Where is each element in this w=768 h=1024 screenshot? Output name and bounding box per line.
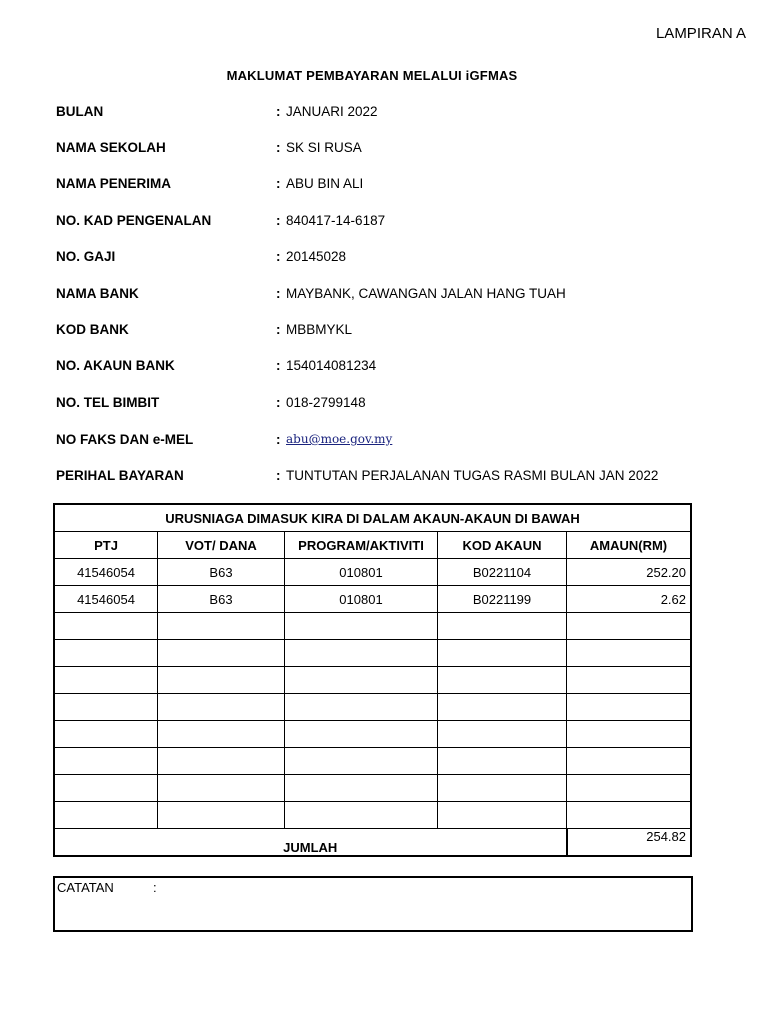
catatan-colon: : — [153, 880, 157, 895]
empty-cell — [54, 721, 158, 748]
empty-cell — [567, 613, 692, 640]
field-kod-bank-label: KOD BANK — [56, 322, 129, 337]
empty-cell — [438, 802, 567, 829]
empty-row — [54, 802, 691, 829]
lampiran-label: LAMPIRAN A — [655, 25, 746, 42]
empty-cell — [158, 802, 285, 829]
field-kod-bank-value: MBBMYKL — [286, 322, 353, 337]
empty-cell — [158, 640, 285, 667]
field-faks-emel-label: NO FAKS DAN e-MEL — [56, 432, 194, 447]
empty-row — [54, 613, 691, 640]
total-row — [54, 829, 691, 857]
field-colon: : — [276, 140, 281, 155]
field-colon: : — [276, 104, 281, 119]
empty-cell — [567, 748, 692, 775]
empty-cell — [285, 694, 438, 721]
empty-cell — [285, 775, 438, 802]
column-header-ptj: PTJ — [54, 532, 158, 559]
empty-row — [54, 775, 691, 802]
empty-cell — [285, 640, 438, 667]
jumlah-value: 254.82 — [567, 829, 692, 857]
empty-cell — [438, 775, 567, 802]
empty-cell — [438, 721, 567, 748]
field-kad-pengenalan-label: NO. KAD PENGENALAN — [56, 213, 212, 228]
field-colon: : — [276, 286, 281, 301]
field-tel-bimbit-label: NO. TEL BIMBIT — [56, 395, 160, 410]
empty-cell — [285, 667, 438, 694]
column-header-amaun: AMAUN(RM) — [567, 532, 692, 559]
jumlah-label: JUMLAH — [54, 829, 567, 857]
empty-row — [54, 721, 691, 748]
field-akaun-bank-label: NO. AKAUN BANK — [56, 358, 175, 373]
empty-cell — [438, 694, 567, 721]
empty-cell — [438, 748, 567, 775]
field-tel-bimbit-value: 018-2799148 — [286, 395, 366, 410]
field-colon: : — [276, 249, 281, 264]
empty-cell — [54, 640, 158, 667]
column-header-program: PROGRAM/AKTIVITI — [285, 532, 438, 559]
table-caption: URUSNIAGA DIMASUK KIRA DI DALAM AKAUN-AKAUN DI BAWAH — [54, 504, 691, 532]
empty-cell — [438, 640, 567, 667]
field-nama-bank-value: MAYBANK, CAWANGAN JALAN HANG TUAH — [286, 286, 566, 301]
empty-cell — [158, 721, 285, 748]
field-bulan-value: JANUARI 2022 — [286, 104, 378, 119]
empty-row — [54, 640, 691, 667]
field-colon: : — [276, 176, 281, 191]
field-colon: : — [276, 358, 281, 373]
cell-program: 010801 — [285, 559, 438, 586]
field-colon: : — [276, 213, 281, 228]
field-akaun-bank-value: 154014081234 — [286, 358, 377, 373]
table-row — [54, 586, 691, 613]
empty-cell — [567, 667, 692, 694]
table-row — [54, 559, 691, 586]
cell-kod-akaun: B0221104 — [438, 559, 567, 586]
empty-cell — [567, 640, 692, 667]
field-nama-sekolah-label: NAMA SEKOLAH — [56, 140, 166, 155]
empty-cell — [54, 694, 158, 721]
empty-cell — [438, 667, 567, 694]
catatan-box[interactable] — [53, 876, 693, 932]
empty-row — [54, 667, 691, 694]
transaction-table — [53, 503, 692, 857]
cell-program: 010801 — [285, 586, 438, 613]
cell-vot: B63 — [158, 586, 285, 613]
empty-cell — [158, 667, 285, 694]
empty-cell — [567, 721, 692, 748]
field-emel-link[interactable]: abu@moe.gov.my — [286, 432, 393, 446]
field-perihal-label: PERIHAL BAYARAN — [56, 468, 184, 483]
column-header-kod-akaun: KOD AKAUN — [438, 532, 567, 559]
form-title: MAKLUMAT PEMBAYARAN MELALUI iGFMAS — [226, 68, 518, 83]
cell-ptj: 41546054 — [54, 586, 158, 613]
empty-cell — [54, 667, 158, 694]
empty-cell — [158, 748, 285, 775]
empty-cell — [567, 775, 692, 802]
cell-vot: B63 — [158, 559, 285, 586]
empty-cell — [285, 802, 438, 829]
empty-row — [54, 748, 691, 775]
field-no-gaji-value: 20145028 — [286, 249, 347, 264]
field-colon: : — [276, 432, 281, 447]
empty-cell — [54, 613, 158, 640]
empty-cell — [285, 748, 438, 775]
empty-cell — [567, 802, 692, 829]
empty-row — [54, 694, 691, 721]
empty-cell — [285, 613, 438, 640]
field-nama-bank-label: NAMA BANK — [56, 286, 139, 301]
field-nama-penerima-label: NAMA PENERIMA — [56, 176, 172, 191]
empty-cell — [54, 748, 158, 775]
field-colon: : — [276, 468, 281, 483]
field-kad-pengenalan-value: 840417-14-6187 — [286, 213, 386, 228]
empty-cell — [285, 721, 438, 748]
empty-cell — [54, 802, 158, 829]
empty-cell — [158, 694, 285, 721]
field-perihal-value: TUNTUTAN PERJALANAN TUGAS RASMI BULAN JAN 2022 — [286, 468, 659, 483]
field-nama-penerima-value: ABU BIN ALI — [286, 176, 364, 191]
field-nama-sekolah-value: SK SI RUSA — [286, 140, 362, 155]
cell-ptj: 41546054 — [54, 559, 158, 586]
empty-cell — [158, 775, 285, 802]
catatan-label: CATATAN — [57, 880, 114, 895]
cell-amaun: 2.62 — [567, 586, 692, 613]
cell-amaun: 252.20 — [567, 559, 692, 586]
empty-cell — [567, 694, 692, 721]
empty-cell — [438, 613, 567, 640]
column-header-vot-dana: VOT/ DANA — [158, 532, 285, 559]
empty-cell — [158, 613, 285, 640]
cell-kod-akaun: B0221199 — [438, 586, 567, 613]
field-no-gaji-label: NO. GAJI — [56, 249, 116, 264]
field-colon: : — [276, 395, 281, 410]
field-colon: : — [276, 322, 281, 337]
empty-cell — [54, 775, 158, 802]
field-bulan-label: BULAN — [56, 104, 104, 119]
